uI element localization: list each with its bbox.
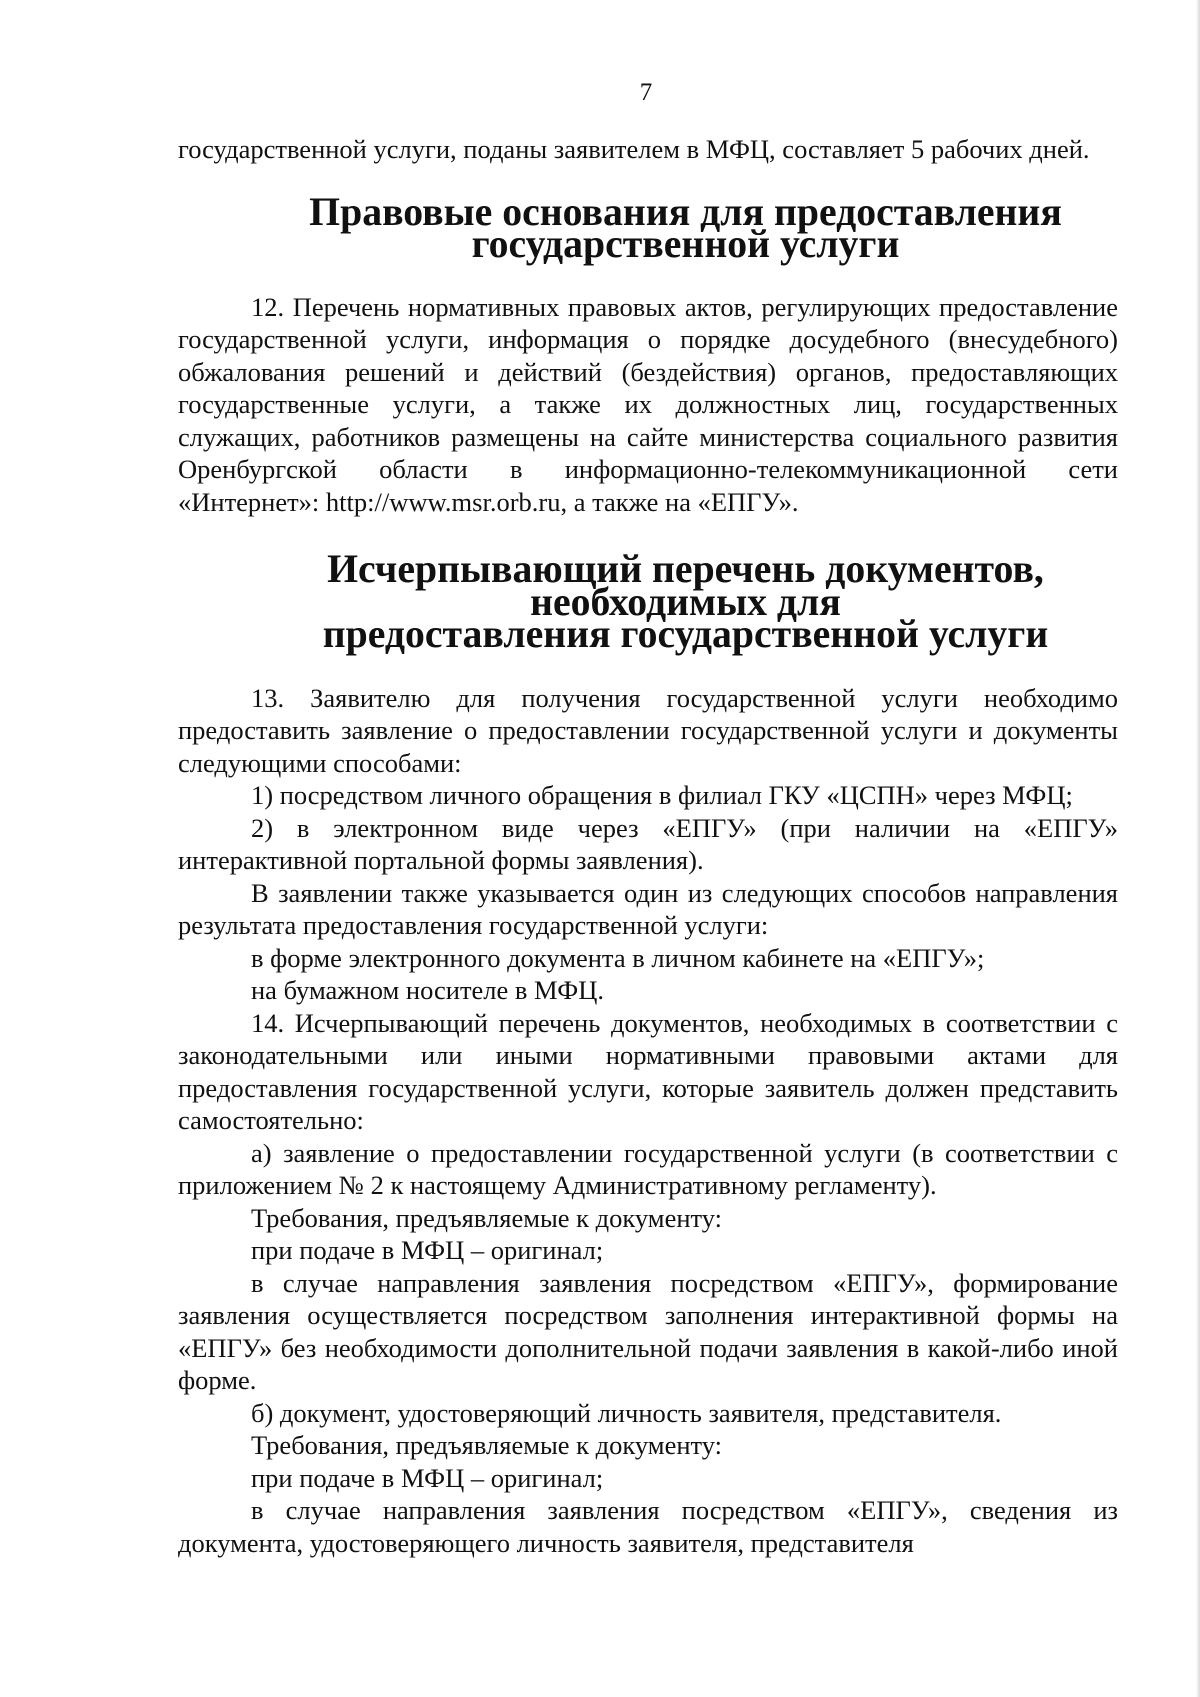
section-heading-documents-line2: предоставления государственной услуги [322, 612, 1049, 656]
paragraph-12: 12. Перечень нормативных правовых актов, регулирующих предоставление государственной услуги, информация о порядке досудебного (внесудебного) обжалования решений и действий (бездействия) органов, предоставляющих государственные услуги, а также их должностных лиц, государственных служащих, работников размещены на сайте министерства социального развития Оренбургской области в информационно-телекоммуникационной сети «Интернет»: http://www.msr.orb.ru, а также на «ЕПГУ». [178, 291, 1118, 517]
paragraph-13-item-2: 2) в электронном виде через «ЕПГУ» (при наличии на «ЕПГУ» интерактивной портальной формы заявления). [178, 812, 1118, 875]
section-heading-documents [178, 547, 1118, 656]
paragraph-14-b-requirements: Требования, предъявляемые к документу: [251, 1430, 723, 1460]
paragraph-14-item-a: а) заявление о предоставлении государственной услуги (в соответствии с приложением № 2 к настоящему Административному регламенту). [178, 1137, 1118, 1200]
paragraph-13: 13. Заявителю для получения государственной услуги необходимо предоставить заявление о предоставлении государственной услуги и документы следующими способами: [178, 682, 1118, 778]
paragraph-continuation: государственной услуги, поданы заявителем в МФЦ, составляет 5 рабочих дней. [178, 134, 1090, 164]
paragraph-14-a-mfc: при подаче в МФЦ – оригинал; [251, 1235, 604, 1265]
section-heading-documents-line1: Исчерпывающий перечень документов, необходимых для [327, 547, 1044, 624]
paragraph-13-method-paper: на бумажном носителе в МФЦ. [251, 975, 604, 1005]
paragraph-13-method-electronic: в форме электронного документа в личном кабинете на «ЕПГУ»; [251, 942, 985, 973]
paragraph-13-item-1: 1) посредством личного обращения в филиал ГКУ «ЦСПН» через МФЦ; [251, 780, 1073, 810]
paragraph-13-result-methods: В заявлении также указывается один из следующих способов направления результата предоставления государственной услуги: [178, 877, 1118, 940]
paragraph-14-a-requirements: Требования, предъявляемые к документу: [251, 1202, 723, 1233]
paragraph-14-item-b: б) документ, удостоверяющий личность заявителя, представителя. [251, 1397, 1002, 1428]
paragraph-14: 14. Исчерпывающий перечень документов, необходимых в соответствии с законодательными или иными нормативными правовыми актами для предоставления государственной услуги, которые заявитель должен представить самостоятельно: [178, 1007, 1118, 1135]
paragraph-14-b-mfc: при подаче в МФЦ – оригинал; [251, 1462, 604, 1493]
paragraph-14-b-epgu: в случае направления заявления посредством «ЕПГУ», сведения из документа, удостоверяющего личность заявителя, представителя [178, 1495, 1118, 1558]
scan-edge-shadow [1196, 0, 1200, 1697]
paragraph-14-a-epgu: в случае направления заявления посредством «ЕПГУ», формирование заявления осуществляется посредством заполнения интерактивной формы на «ЕПГУ» без необходимости дополнительной подачи заявления в какой-либо иной форме. [178, 1267, 1118, 1395]
document-body [178, 133, 1118, 1559]
section-heading-legal-basis: Правовые основания для предоставления государственной услуги [309, 189, 1062, 266]
page-number: 7 [639, 79, 653, 106]
